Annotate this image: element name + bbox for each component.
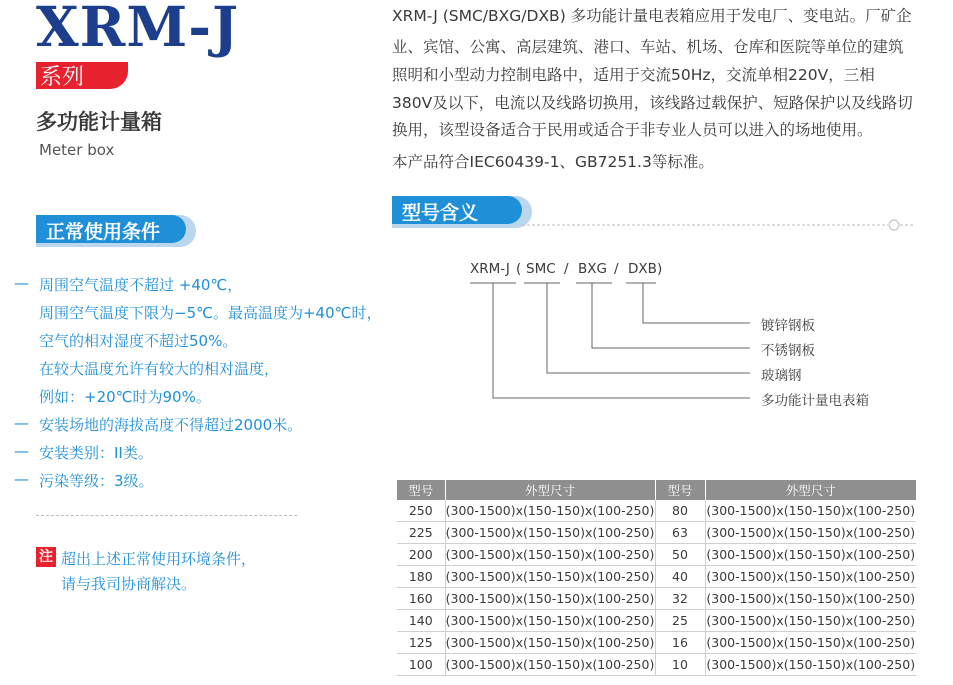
- list-dash: —: [14, 414, 29, 432]
- code-part-bxg: BXG: [578, 261, 607, 277]
- code-slash: /: [564, 261, 569, 277]
- condition-text: 空气的相对湿度不超过50%。: [39, 332, 238, 350]
- table-cell: 50: [655, 544, 705, 566]
- column-header: 外型尺寸: [705, 480, 916, 500]
- table-row: [397, 610, 916, 632]
- table-cell: (300-1500)x(150-150)x(100-250): [445, 632, 655, 654]
- series-label: 系列: [40, 65, 85, 90]
- table-cell: 80: [655, 500, 705, 522]
- list-dash: —: [14, 470, 29, 488]
- standard-line: 本产品符合IEC60439-1、GB7251.3等标准。: [392, 153, 714, 171]
- table-cell: 16: [655, 632, 705, 654]
- description-line: XRM-J (SMC/BXG/DXB) 多功能计量电表箱应用于发电厂、变电站。厂矿企: [392, 7, 912, 25]
- table-cell: 160: [397, 588, 445, 610]
- table-cell: 32: [655, 588, 705, 610]
- table-row: [397, 500, 916, 522]
- table-cell: (300-1500)x(150-150)x(100-250): [445, 500, 655, 522]
- table-cell: 225: [397, 522, 445, 544]
- condition-text: 周围空气温度下限为−5℃。最高温度为+40℃时，: [39, 304, 382, 322]
- product-name-cn: 多功能计量箱: [36, 110, 162, 134]
- table-cell: (300-1500)x(150-150)x(100-250): [445, 588, 655, 610]
- table-cell: (300-1500)x(150-150)x(100-250): [705, 566, 916, 588]
- code-close-paren: ): [657, 261, 663, 277]
- table-cell: (300-1500)x(150-150)x(100-250): [705, 522, 916, 544]
- condition-text: 例如：+20℃时为90%。: [39, 388, 211, 406]
- spec-table: [397, 480, 916, 676]
- table-cell: 180: [397, 566, 445, 588]
- table-row: [397, 588, 916, 610]
- table-row: [397, 566, 916, 588]
- description-line: 换用，该型设备适合于民用或适合于非专业人员可以进入的场地使用。: [392, 121, 873, 139]
- table-row: [397, 654, 916, 676]
- table-cell: (300-1500)x(150-150)x(100-250): [445, 522, 655, 544]
- column-header: 型号: [655, 480, 705, 500]
- condition-text: 安装类别：II类。: [39, 444, 153, 462]
- table-cell: (300-1500)x(150-150)x(100-250): [705, 632, 916, 654]
- code-prefix: XRM-J: [470, 261, 510, 277]
- table-row: [397, 544, 916, 566]
- condition-text: 安装场地的海拔高度不得超过2000米。: [39, 416, 303, 434]
- description-line: 照明和小型动力控制电路中，适用于交流50Hz，交流单相220V，三相: [392, 66, 875, 84]
- table-cell: 25: [655, 610, 705, 632]
- table-cell: 40: [655, 566, 705, 588]
- table-row: [397, 522, 916, 544]
- list-dash: —: [14, 442, 29, 460]
- table-cell: (300-1500)x(150-150)x(100-250): [705, 500, 916, 522]
- table-cell: (300-1500)x(150-150)x(100-250): [445, 654, 655, 676]
- table-cell: (300-1500)x(150-150)x(100-250): [445, 610, 655, 632]
- section-rule: [522, 218, 922, 232]
- table-cell: 250: [397, 500, 445, 522]
- table-cell: (300-1500)x(150-150)x(100-250): [445, 544, 655, 566]
- table-cell: (300-1500)x(150-150)x(100-250): [445, 566, 655, 588]
- label-galvanized-steel: 镀锌钢板: [761, 318, 815, 334]
- table-cell: 125: [397, 632, 445, 654]
- column-header: 型号: [397, 480, 445, 500]
- table-cell: (300-1500)x(150-150)x(100-250): [705, 588, 916, 610]
- table-cell: 10: [655, 654, 705, 676]
- table-cell: 63: [655, 522, 705, 544]
- condition-text: 在较大温度允许有较大的相对温度，: [39, 360, 280, 378]
- note-text: 超出上述正常使用环境条件，: [61, 550, 257, 568]
- section-divider: [36, 515, 297, 516]
- code-part-dxb: DXB: [628, 261, 657, 277]
- code-part-smc: SMC: [526, 261, 556, 277]
- table-cell: 200: [397, 544, 445, 566]
- product-name-en: Meter box: [39, 141, 115, 159]
- table-cell: (300-1500)x(150-150)x(100-250): [705, 654, 916, 676]
- label-stainless-steel: 不锈钢板: [761, 343, 815, 359]
- model-code-connectors: [465, 275, 765, 410]
- note-text: 请与我司协商解决。: [61, 575, 197, 593]
- code-open-paren: (: [516, 261, 522, 277]
- description-line: 380V及以下，电流以及线路切换用，该线路过载保护、短路保护以及线路切: [392, 94, 913, 112]
- list-dash: —: [14, 274, 29, 292]
- table-cell: (300-1500)x(150-150)x(100-250): [705, 610, 916, 632]
- description-line: 业、宾馆、公寓、高层建筑、港口、车站、机场、仓库和医院等单位的建筑: [392, 38, 904, 56]
- brand-title: XRM-J: [36, 0, 240, 59]
- column-header: 外型尺寸: [445, 480, 655, 500]
- condition-text: 周围空气温度不超过 +40℃，: [39, 276, 243, 294]
- model-meaning-title: 型号含义: [402, 202, 479, 224]
- table-cell: 100: [397, 654, 445, 676]
- table-header-row: [397, 480, 916, 500]
- table-cell: 140: [397, 610, 445, 632]
- code-slash: /: [614, 261, 619, 277]
- note-badge: 注: [36, 547, 56, 567]
- table-row: [397, 632, 916, 654]
- condition-text: 污染等级：3级。: [39, 472, 154, 490]
- label-fiberglass: 玻璃钢: [761, 368, 802, 384]
- label-meter-box: 多功能计量电表箱: [761, 393, 869, 409]
- table-cell: (300-1500)x(150-150)x(100-250): [705, 544, 916, 566]
- conditions-title: 正常使用条件: [46, 221, 161, 243]
